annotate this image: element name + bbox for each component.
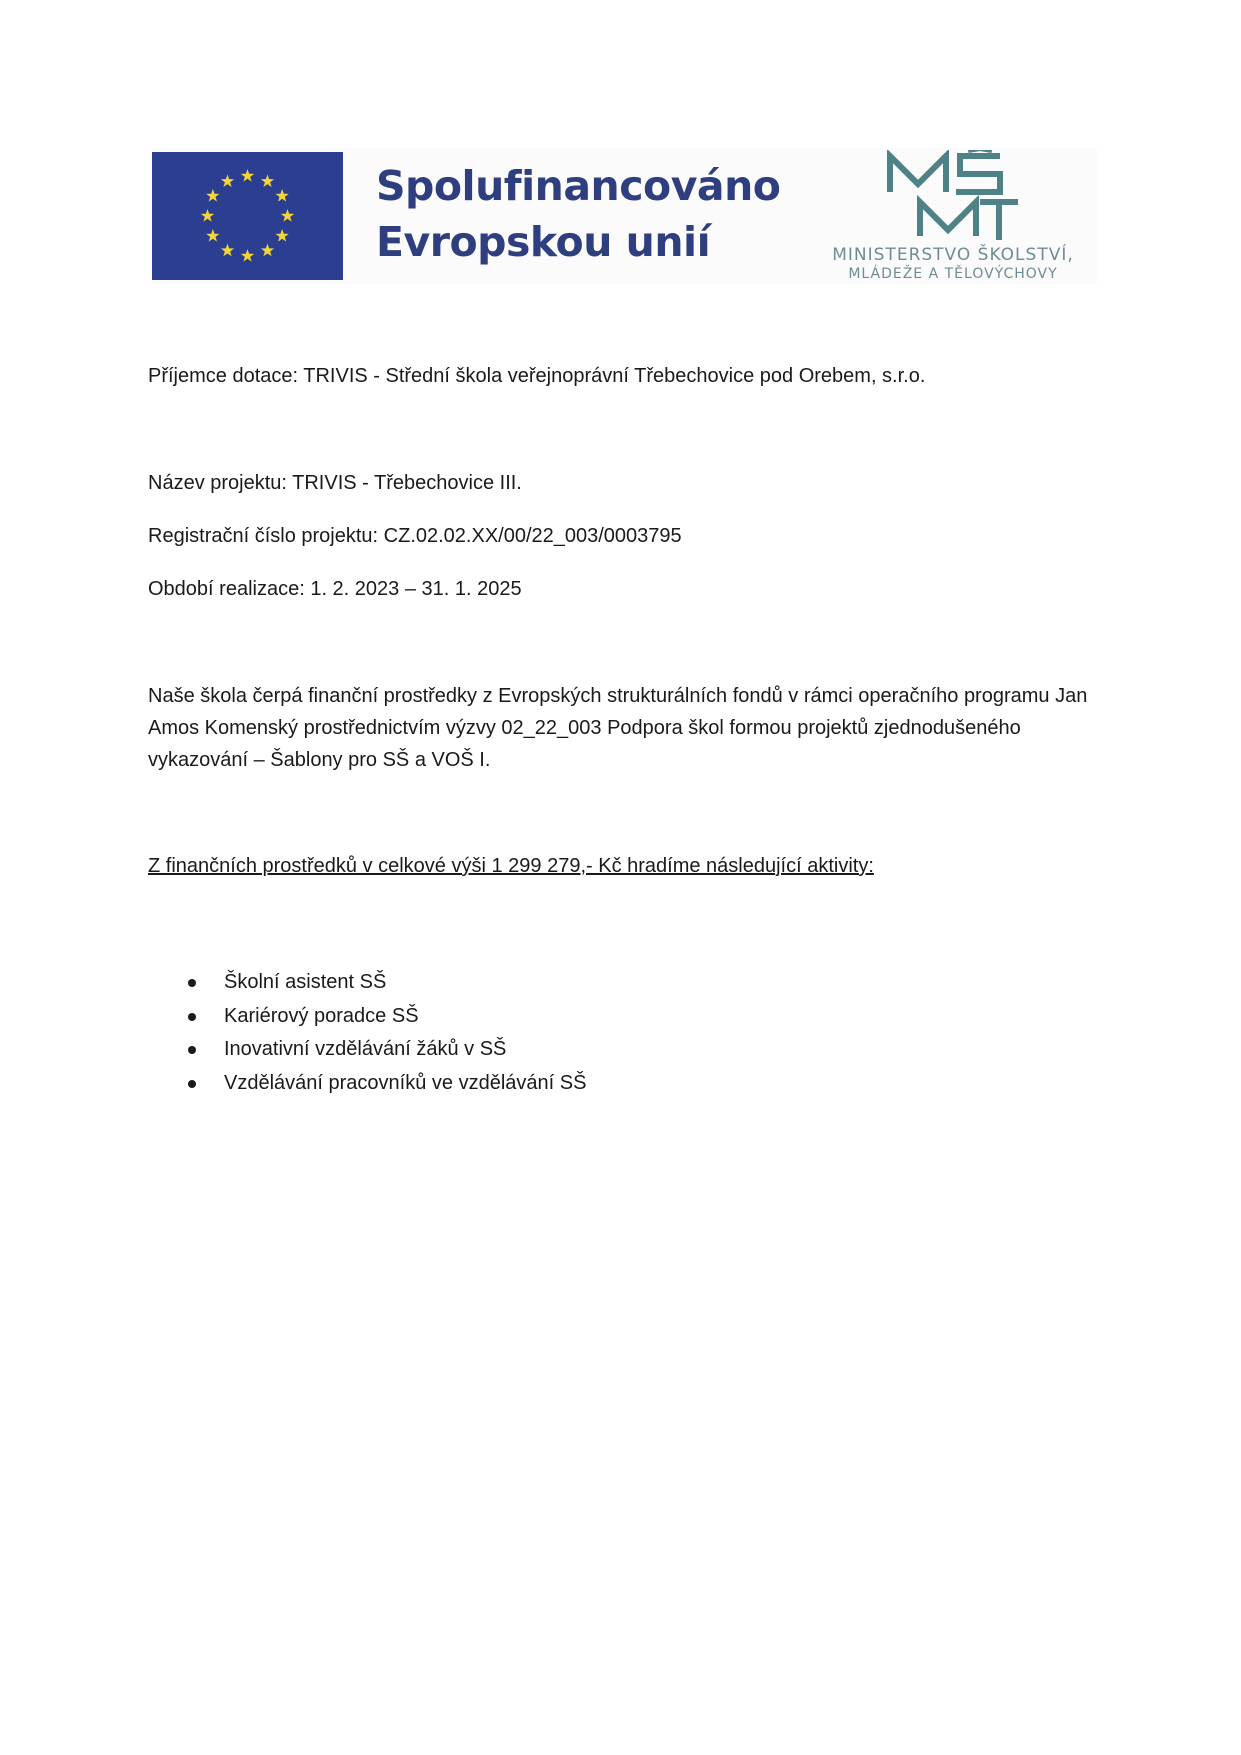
bullet-icon — [188, 1013, 196, 1021]
activity-label: Kariérový poradce SŠ — [224, 1004, 419, 1027]
eu-cofinanced-label — [376, 158, 780, 270]
description-paragraph: Naše škola čerpá finanční prostředky z Evropských strukturálních fondů v rámci operačního programu Jan Amos Komenský prostřednictvím výzvy 02_22_003 Podpora škol formou projektů zjednodušeného vykazování – Šablony pro SŠ a VOŠ I. — [148, 685, 1088, 771]
funding-statement: Z finančních prostředků v celkové výši 1 299 279,- Kč hradíme následující aktivity: — [148, 855, 874, 877]
bullet-icon — [188, 979, 196, 987]
activities-list — [148, 966, 586, 1100]
activity-label: Inovativní vzdělávání žáků v SŠ — [224, 1038, 507, 1060]
msmt-monogram: MŠMT — [884, 150, 887, 151]
eu-line-1: Spolufinancováno — [376, 162, 781, 210]
bullet-icon — [188, 1046, 196, 1054]
implementation-period-line: Období realizace: 1. 2. 2023 – 31. 1. 2025 — [148, 578, 522, 600]
eu-flag-icon — [152, 152, 343, 280]
list-item — [148, 1000, 586, 1034]
list-item — [148, 1067, 586, 1101]
list-item — [148, 1033, 586, 1067]
registration-number-line: Registrační číslo projektu: CZ.02.02.XX/00/22_003/0003795 — [148, 525, 682, 547]
project-name-line: Název projektu: TRIVIS - Třebechovice III. — [148, 472, 522, 494]
recipient-line: Příjemce dotace: TRIVIS - Střední škola veřejnoprávní Třebechovice pod Orebem, s.r.o. — [148, 365, 926, 387]
activity-label: Vzdělávání pracovníků ve vzdělávání SŠ — [224, 1071, 587, 1094]
bullet-icon — [188, 1080, 196, 1088]
msmt-line-1: MINISTERSTVO ŠKOLSTVÍ, — [832, 245, 1074, 265]
msmt-line-2: MLÁDEŽE A TĚLOVÝCHOVY — [848, 266, 1058, 282]
eu-line-2: Evropskou unií — [376, 218, 711, 266]
list-item — [148, 966, 586, 1000]
msmt-logo-icon — [884, 150, 1020, 242]
msmt-caption — [808, 246, 1098, 284]
activity-label: Školní asistent SŠ — [224, 971, 387, 993]
